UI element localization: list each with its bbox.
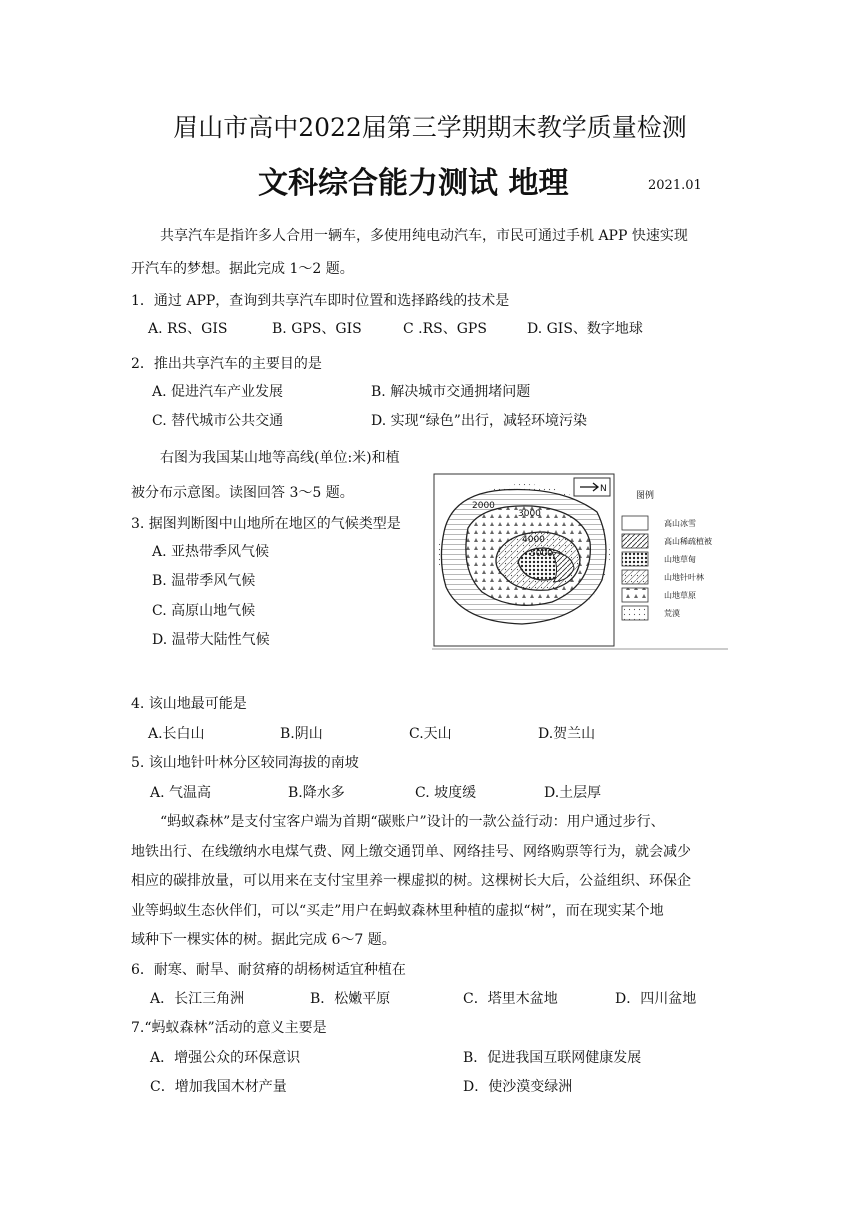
question-1-option-b: B. GPS、GIS	[272, 321, 362, 337]
passage-3-line-3: 相应的碳排放量，可以用来在支付宝里养一棵虚拟的树。这棵树长大后，公益组织、环保企	[131, 873, 691, 889]
question-7-option-c: C．增加我国木材产量	[150, 1079, 287, 1095]
question-5-option-b: B.降水多	[288, 785, 345, 801]
subject-title: 文科综合能力测试 地理	[258, 166, 569, 201]
question-1-option-d: D. GIS、数字地球	[527, 321, 643, 337]
question-1-option-c: C .RS、GPS	[403, 321, 487, 337]
question-3-option-c: C. 高原山地气候	[152, 603, 256, 619]
mountain-contour-figure	[432, 472, 728, 650]
legend-label-conifer: 山地针叶林	[664, 573, 704, 582]
question-6-option-a: A．长江三角洲	[150, 991, 245, 1007]
question-4-option-d: D.贺兰山	[538, 726, 596, 742]
question-6-option-b: B．松嫩平原	[310, 991, 391, 1007]
passage-3-line-2: 地铁出行、在线缴纳水电煤气费、网上缴交通罚单、网络挂号、网络购票等行为，就会减少	[131, 844, 691, 860]
question-7-stem: 7.“蚂蚁森林”活动的意义主要是	[131, 1020, 327, 1036]
question-7-option-b: B．促进我国互联网健康发展	[463, 1050, 642, 1066]
contour-label-3000: 3000	[518, 509, 541, 519]
exam-date: 2021.01	[648, 178, 702, 193]
question-5-option-d: D.土层厚	[544, 785, 602, 801]
legend-swatch-glacier	[622, 516, 648, 530]
passage-3-line-1: “蚂蚁森林”是支付宝客户端为首期“碳账户”设计的一款公益行动：用户通过步行、	[160, 814, 665, 830]
question-1-option-a: A. RS、GIS	[148, 321, 228, 337]
legend-swatch-sparse	[622, 534, 648, 548]
passage-2-line-2: 被分布示意图。读图回答 3～5 题。	[131, 485, 354, 501]
legend-label-steppe: 山地草原	[664, 591, 696, 600]
question-3-option-b: B. 温带季风气候	[152, 573, 256, 589]
legend-swatch-conifer	[622, 570, 648, 584]
question-2-option-d: D. 实现“绿色”出行，减轻环境污染	[371, 413, 587, 429]
contour-label-5000: 5000	[530, 549, 553, 559]
question-3-stem: 3. 据图判断图中山地所在地区的气候类型是	[131, 516, 401, 532]
passage-1-line-1: 共享汽车是指许多人合用一辆车，多使用纯电动汽车，市民可通过手机 APP 快速实现	[160, 228, 688, 244]
question-1-stem: 1．通过 APP，查询到共享汽车即时位置和选择路线的技术是	[131, 293, 510, 309]
question-2-option-c: C. 替代城市公共交通	[152, 413, 284, 429]
north-label: N	[600, 484, 607, 494]
question-7-option-d: D．使沙漠变绿洲	[463, 1079, 573, 1095]
question-5-stem: 5. 该山地针叶林分区较同海拔的南坡	[131, 755, 359, 771]
passage-2-line-1: 右图为我国某山地等高线(单位:米)和植	[160, 450, 400, 466]
question-3-option-a: A. 亚热带季风气候	[152, 544, 270, 560]
legend-swatch-steppe	[622, 588, 648, 602]
question-2-option-a: A. 促进汽车产业发展	[152, 384, 284, 400]
passage-1-line-2: 开汽车的梦想。据此完成 1～2 题。	[131, 261, 354, 277]
question-7-option-a: A．增强公众的环保意识	[150, 1050, 301, 1066]
question-6-option-d: D．四川盆地	[615, 991, 697, 1007]
legend-label-sparse: 高山稀疏植被	[664, 537, 712, 546]
question-2-stem: 2．推出共享汽车的主要目的是	[131, 356, 322, 372]
question-4-option-a: A.长白山	[148, 726, 205, 742]
legend-label-glacier: 高山冰雪	[664, 519, 696, 528]
legend-swatch-desert	[622, 606, 648, 620]
question-2-option-b: B. 解决城市交通拥堵问题	[371, 384, 531, 400]
legend-label-meadow: 山地草甸	[664, 555, 696, 564]
contour-label-2000: 2000	[472, 501, 495, 511]
question-4-option-b: B.阴山	[280, 726, 323, 742]
exam-title: 眉山市高中2022届第三学期期末教学质量检测	[173, 113, 687, 142]
question-6-stem: 6．耐寒、耐旱、耐贫瘠的胡杨树适宜种植在	[131, 962, 406, 978]
question-5-option-a: A. 气温高	[150, 785, 212, 801]
question-3-option-d: D. 温带大陆性气候	[152, 632, 270, 648]
question-4-stem: 4. 该山地最可能是	[131, 696, 247, 712]
question-5-option-c: C. 坡度缓	[415, 785, 477, 801]
passage-3-line-5: 域种下一棵实体的树。据此完成 6～7 题。	[131, 932, 396, 948]
question-4-option-c: C.天山	[409, 726, 452, 742]
legend-label-desert: 荒漠	[664, 609, 680, 618]
legend-swatch-meadow	[622, 552, 648, 566]
question-6-option-c: C．塔里木盆地	[463, 991, 558, 1007]
legend-title: 图例	[636, 491, 655, 501]
passage-3-line-4: 业等蚂蚁生态伙伴们，可以“买走”用户在蚂蚁森林里种植的虚拟“树”，而在现实某个地	[131, 903, 664, 919]
contour-label-4000: 4000	[522, 535, 545, 545]
